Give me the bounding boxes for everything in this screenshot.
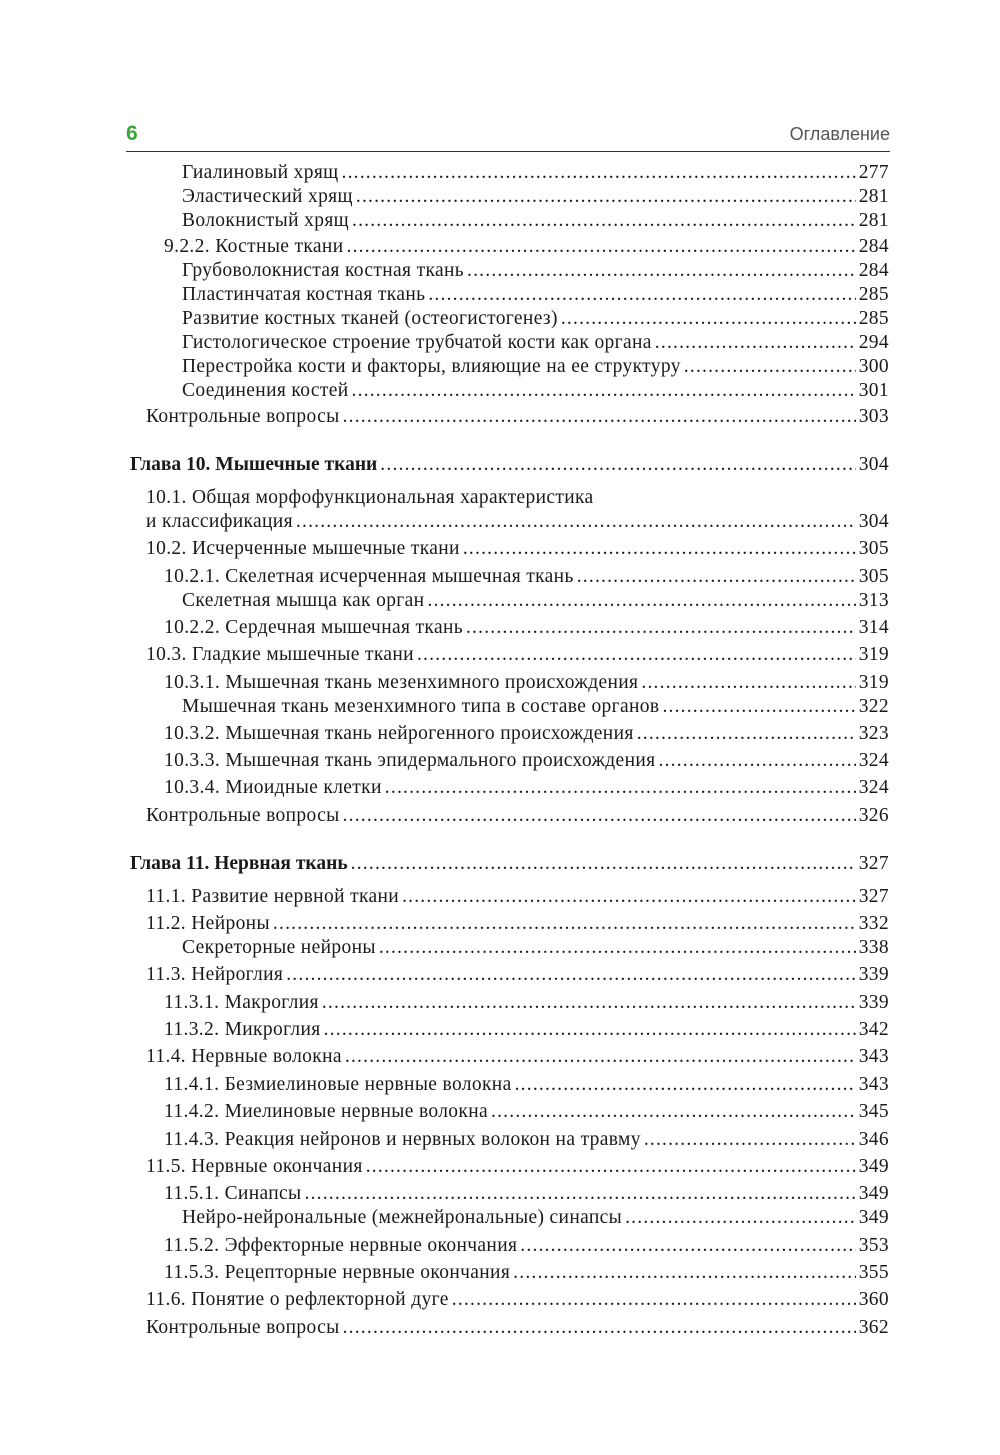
dot-leader — [417, 643, 856, 667]
dot-leader — [351, 852, 856, 876]
entry-page-number: 353 — [858, 1235, 889, 1256]
entry-title: 10.3. Гладкие мышечные ткани — [146, 644, 414, 665]
toc-entry[interactable] — [126, 589, 889, 613]
entry-page-number: 301 — [858, 380, 889, 401]
toc-entry[interactable] — [126, 537, 889, 561]
dot-leader — [644, 1128, 856, 1152]
entry-title: Соединения костей — [182, 380, 349, 401]
entry-title: 10.3.3. Мышечная ткань эпидермального происхождения — [164, 750, 656, 771]
dot-leader — [343, 405, 856, 429]
toc-entry[interactable] — [126, 331, 889, 355]
entry-page-number: 294 — [858, 332, 889, 353]
dot-leader — [385, 776, 856, 800]
entry-title: 11.4.2. Миелиновые нервные волокна — [164, 1101, 489, 1122]
dot-leader — [467, 259, 856, 283]
entry-title: Развитие костных тканей (остеогистогенез) — [182, 308, 558, 329]
dot-leader — [366, 1155, 856, 1179]
toc-entry[interactable] — [126, 355, 889, 379]
entry-page-number: 327 — [858, 853, 889, 874]
toc-entry[interactable] — [126, 776, 889, 800]
toc-entry[interactable] — [126, 1073, 889, 1097]
dot-leader — [658, 749, 855, 773]
entry-title: 11.2. Нейроны — [146, 913, 270, 934]
entry-page-number: 322 — [858, 696, 889, 717]
toc-chapter[interactable] — [126, 852, 889, 876]
entry-page-number: 285 — [858, 284, 889, 305]
entry-page-number: 349 — [858, 1207, 889, 1228]
entry-title: Глава 11. Нервная ткань — [130, 853, 348, 874]
dot-leader — [343, 1316, 856, 1340]
entry-title: Эластический хрящ — [182, 186, 353, 207]
entry-title: 10.3.4. Миоидные клетки — [164, 777, 382, 798]
dot-leader — [625, 1206, 856, 1230]
entry-title: Контрольные вопросы — [146, 1317, 340, 1338]
entry-page-number: 349 — [858, 1156, 889, 1177]
toc-entry[interactable] — [126, 1100, 889, 1124]
dot-leader — [305, 1182, 856, 1206]
entry-page-number: 319 — [858, 644, 889, 665]
toc-entry[interactable] — [126, 161, 889, 185]
entry-title: 10.3.2. Мышечная ткань нейрогенного происхождения — [164, 723, 634, 744]
toc-entry[interactable] — [126, 804, 889, 828]
dot-leader — [286, 963, 855, 987]
entry-page-number: 355 — [858, 1262, 889, 1283]
entry-title: 11.3.2. Микроглия — [164, 1019, 321, 1040]
entry-title: Контрольные вопросы — [146, 805, 340, 826]
dot-leader — [352, 209, 856, 233]
entry-title: Грубоволокнистая костная ткань — [182, 260, 465, 281]
entry-page-number: 339 — [858, 992, 889, 1013]
dot-leader — [352, 379, 856, 403]
entry-page-number: 319 — [858, 672, 889, 693]
dot-leader — [561, 307, 856, 331]
entry-title: 11.3.1. Макроглия — [164, 992, 319, 1013]
toc-entry[interactable] — [126, 1261, 889, 1285]
entry-page-number: 339 — [858, 964, 889, 985]
entry-title: 11.1. Развитие нервной ткани — [146, 886, 400, 907]
entry-page-number: 304 — [858, 454, 889, 475]
dot-leader — [427, 589, 855, 613]
toc-entry[interactable] — [126, 885, 889, 909]
entry-page-number: 304 — [858, 511, 889, 532]
entry-page-number: 281 — [858, 210, 889, 231]
toc-entry[interactable] — [126, 1128, 889, 1152]
entry-page-number: 324 — [858, 750, 889, 771]
dot-leader — [577, 565, 856, 589]
entry-title: 11.5. Нервные окончания — [146, 1156, 363, 1177]
toc-entry[interactable] — [126, 616, 889, 640]
entry-title: Мышечная ткань мезенхимного типа в составе органов — [182, 696, 660, 717]
dot-leader — [380, 453, 855, 477]
toc-entry[interactable] — [126, 259, 889, 283]
entry-title: Контрольные вопросы — [146, 406, 340, 427]
entry-title: Гиалиновый хрящ — [182, 162, 339, 183]
entry-title: 11.4. Нервные волокна — [146, 1046, 342, 1067]
dot-leader — [491, 1100, 856, 1124]
entry-page-number: 327 — [858, 886, 889, 907]
page-number: 6 — [126, 122, 138, 145]
dot-leader — [463, 537, 856, 561]
toc-entry[interactable] — [126, 643, 889, 667]
toc-entry[interactable] — [126, 405, 889, 429]
entry-page-number: 343 — [858, 1046, 889, 1067]
dot-leader — [662, 695, 855, 719]
toc-entry[interactable] — [126, 283, 889, 307]
toc-entry[interactable] — [126, 1182, 889, 1206]
toc-entry[interactable] — [126, 671, 889, 695]
dot-leader — [324, 1018, 856, 1042]
entry-title: 11.5.1. Синапсы — [164, 1183, 302, 1204]
entry-page-number: 326 — [858, 805, 889, 826]
entry-title: 11.4.3. Реакция нейронов и нервных волокон на травму — [164, 1129, 641, 1150]
toc-entry[interactable] — [126, 936, 889, 960]
toc-entry[interactable] — [126, 1018, 889, 1042]
dot-leader — [452, 1288, 856, 1312]
dot-leader — [402, 885, 856, 909]
dot-leader — [641, 671, 855, 695]
toc-entry[interactable] — [126, 1288, 889, 1312]
dot-leader — [322, 991, 856, 1015]
entry-page-number: 284 — [858, 260, 889, 281]
entry-title: 10.2.2. Сердечная мышечная ткань — [164, 617, 463, 638]
entry-page-number: 305 — [858, 566, 889, 587]
dot-leader — [520, 1234, 855, 1258]
entry-title: 11.6. Понятие о рефлекторной дуге — [146, 1289, 449, 1310]
entry-page-number: 285 — [858, 308, 889, 329]
entry-page-number: 313 — [858, 590, 889, 611]
toc-entry[interactable] — [126, 307, 889, 331]
dot-leader — [342, 161, 856, 185]
toc-entry[interactable] — [126, 510, 889, 534]
dot-leader — [428, 283, 855, 307]
entry-title: Пластинчатая костная ткань — [182, 284, 426, 305]
toc-entry[interactable] — [126, 379, 889, 403]
entry-title: 10.3.1. Мышечная ткань мезенхимного происхождения — [164, 672, 639, 693]
entry-title: 11.5.2. Эффекторные нервные окончания — [164, 1235, 518, 1256]
dot-leader — [684, 355, 856, 379]
entry-page-number: 305 — [858, 538, 889, 559]
dot-leader — [379, 936, 856, 960]
entry-page-number: 345 — [858, 1101, 889, 1122]
toc-entry[interactable] — [126, 565, 889, 589]
dot-leader — [655, 331, 856, 355]
toc-entry[interactable] — [126, 235, 889, 259]
entry-page-number: 324 — [858, 777, 889, 798]
entry-page-number: 281 — [858, 186, 889, 207]
dot-leader — [273, 912, 856, 936]
dot-leader — [637, 722, 856, 746]
toc-entry[interactable] — [126, 722, 889, 746]
entry-title: и классификация — [146, 511, 293, 532]
entry-title: Скелетная мышца как орган — [182, 590, 425, 611]
entry-title: Перестройка кости и факторы, влияющие на ее структуру — [182, 356, 681, 377]
entry-page-number: 332 — [858, 913, 889, 934]
entry-page-number: 314 — [858, 617, 889, 638]
dot-leader — [356, 185, 856, 209]
header-rule — [126, 151, 890, 152]
entry-title: Секреторные нейроны — [182, 937, 376, 958]
entry-page-number: 346 — [858, 1129, 889, 1150]
toc-entry[interactable] — [126, 185, 889, 209]
entry-title: 11.4.1. Безмиелиновые нервные волокна — [164, 1074, 512, 1095]
toc-entry[interactable] — [126, 1234, 889, 1258]
entry-title: 11.5.3. Рецепторные нервные окончания — [164, 1262, 511, 1283]
toc-entry[interactable] — [126, 1316, 889, 1340]
dot-leader — [347, 235, 856, 259]
dot-leader — [296, 510, 856, 534]
toc-entry[interactable] — [126, 991, 889, 1015]
entry-page-number: 349 — [858, 1183, 889, 1204]
toc-entry[interactable] — [126, 209, 889, 233]
running-header-title: Оглавление — [789, 124, 890, 144]
dot-leader — [345, 1045, 856, 1069]
dot-leader — [343, 804, 856, 828]
entry-title: 10.2. Исчерченные мышечные ткани — [146, 538, 460, 559]
entry-page-number: 338 — [858, 937, 889, 958]
dot-leader — [515, 1073, 856, 1097]
entry-page-number: 360 — [858, 1289, 889, 1310]
toc-entry[interactable] — [126, 963, 889, 987]
toc-entry[interactable] — [126, 749, 889, 773]
toc-entry[interactable] — [126, 1045, 889, 1069]
entry-title: 11.3. Нейроглия — [146, 964, 284, 985]
entry-page-number: 343 — [858, 1074, 889, 1095]
entry-page-number: 342 — [858, 1019, 889, 1040]
entry-page-number: 303 — [858, 406, 889, 427]
dot-leader — [513, 1261, 856, 1285]
toc-chapter[interactable] — [126, 453, 889, 477]
toc-entry[interactable] — [126, 1155, 889, 1179]
toc-entry-line1[interactable]: 10.1. Общая морфофункциональная характеристика — [146, 487, 594, 508]
entry-title: 10.2.1. Скелетная исчерченная мышечная ткань — [164, 566, 574, 587]
toc-entry[interactable] — [126, 695, 889, 719]
entry-page-number: 362 — [858, 1317, 889, 1338]
entry-page-number: 284 — [858, 236, 889, 257]
entry-title: Глава 10. Мышечные ткани — [130, 454, 378, 475]
entry-title: 9.2.2. Костные ткани — [164, 236, 344, 257]
entry-page-number: 323 — [858, 723, 889, 744]
toc-entry[interactable] — [126, 912, 889, 936]
entry-title: Нейро-нейрональные (межнейрональные) синапсы — [182, 1207, 623, 1228]
dot-leader — [466, 616, 856, 640]
toc-entry[interactable] — [126, 1206, 889, 1230]
entry-title: Гистологическое строение трубчатой кости как органа — [182, 332, 652, 353]
entry-page-number: 300 — [858, 356, 889, 377]
entry-title: Волокнистый хрящ — [182, 210, 349, 231]
entry-page-number: 277 — [858, 162, 889, 183]
